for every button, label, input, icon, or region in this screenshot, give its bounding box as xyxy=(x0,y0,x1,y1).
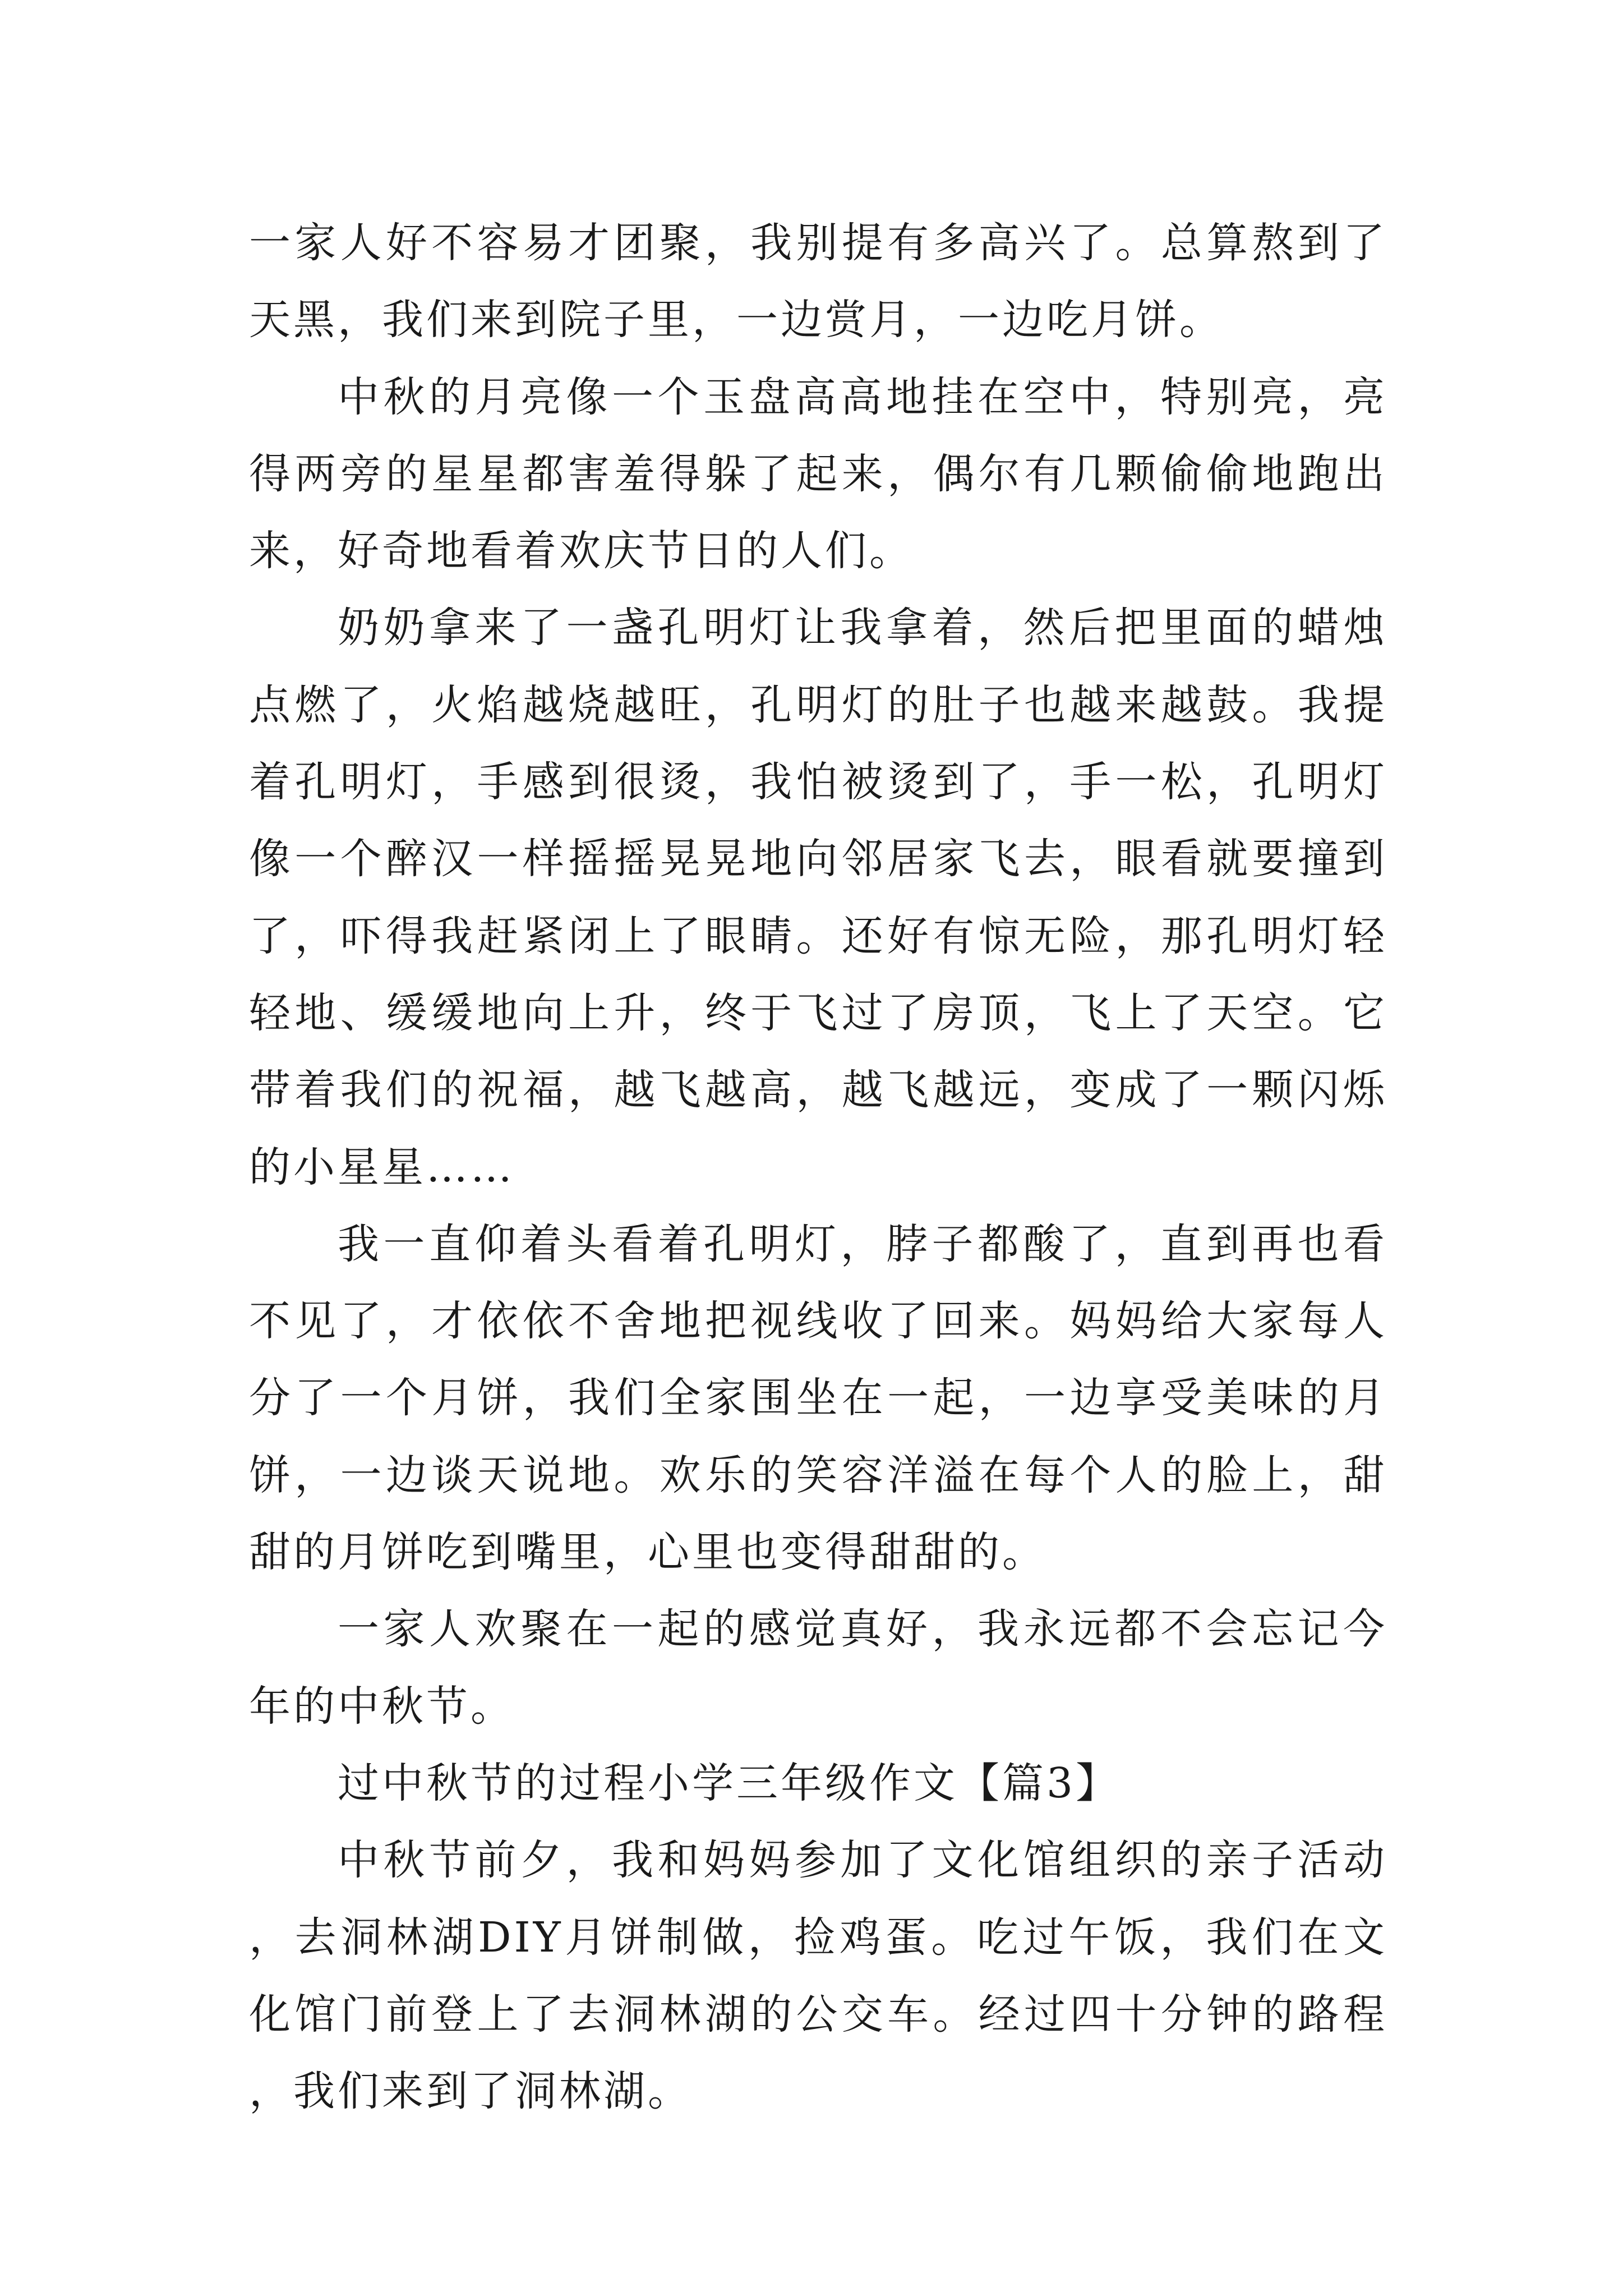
paragraph-6: 中秋节前夕，我和妈妈参加了文化馆组织的亲子活动，去洞林湖DIY月饼制做，捡鸡蛋。吃过午饭，我们在文化馆门前登上了去洞林湖的公交车。经过四十分钟的路程，我们来到了洞林湖。 xyxy=(249,1836,1387,2116)
paragraph-4: 我一直仰着头看着孔明灯，脖子都酸了，直到再也看不见了，才依依不舍地把视线收了回来。妈妈给大家每人分了一个月饼，我们全家围坐在一起，一边享受美味的月饼，一边谈天说地。欢乐的笑容洋溢在每个人的脸上，甜甜的月饼吃到嘴里，心里也变得甜甜的。 xyxy=(249,1220,1387,1577)
section-heading: 过中秋节的过程小学三年级作文【篇3】 xyxy=(338,1759,1121,1807)
paragraph-1: 一家人好不容易才团聚，我别提有多高兴了。总算熬到了天黑，我们来到院子里，一边赏月，一边吃月饼。 xyxy=(249,219,1387,344)
paragraph-3: 奶奶拿来了一盏孔明灯让我拿着，然后把里面的蜡烛点燃了，火焰越烧越旺，孔明灯的肚子也越来越鼓。我提着孔明灯，手感到很烫，我怕被烫到了，手一松，孔明灯像一个醉汉一样摇摇晃晃地向邻居家飞去，眼看就要撞到了，吓得我赶紧闭上了眼睛。还好有惊无险，那孔明灯轻轻地、缓缓地向上升，终于飞过了房顶，飞上了天空。它带着我们的祝福，越飞越高，越飞越远，变成了一颗闪烁的小星星…… xyxy=(249,604,1387,1191)
paragraph-2: 中秋的月亮像一个玉盘高高地挂在空中，特别亮，亮得两旁的星星都害羞得躲了起来，偶尔有几颗偷偷地跑出来，好奇地看着欢庆节日的人们。 xyxy=(249,372,1387,576)
paragraph-5: 一家人欢聚在一起的感觉真好，我永远都不会忘记今年的中秋节。 xyxy=(249,1605,1387,1731)
document-body xyxy=(249,205,1387,2130)
